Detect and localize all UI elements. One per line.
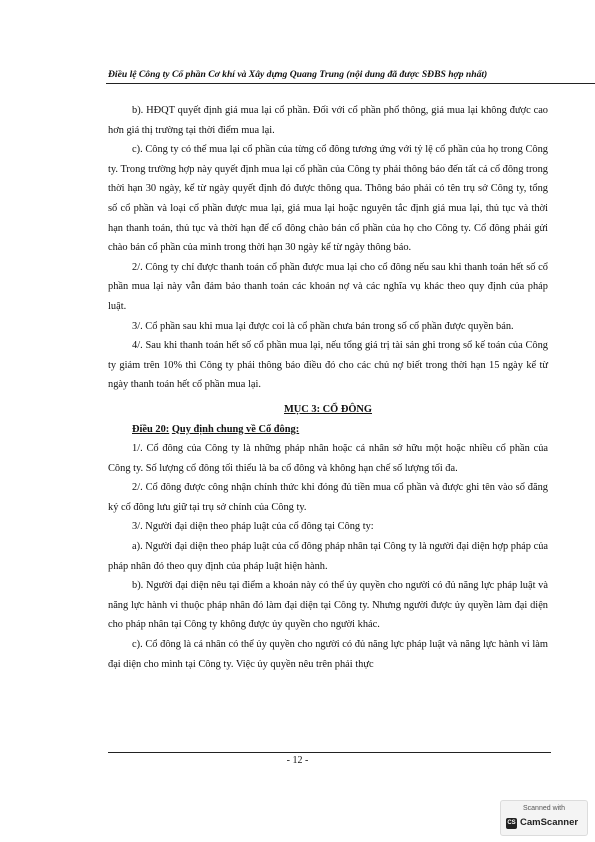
paragraph: c). Công ty có thể mua lại cổ phần của từng cổ đông tương ứng với tỷ lệ cổ phần của họ trong Công ty. Trong trường hợp này quyết định mua lại cổ phần của Công ty phải thông báo đến tất cả cổ đông trong thời hạn 30 ngày, kể từ ngày quyết định đó được thông qua. Thông báo phải có tên trụ sở Công ty, tổng số cổ phần và loại cổ phần được mua lại, giá mua lại hoặc nguyên tắc định giá mua lại, thủ tục và thời hạn thanh toán, thủ tục và thời hạn để cổ đông chào bán cổ phần của họ cho Công ty. Cổ đông phải gửi chào bán cổ phần của mình trong thời hạn 30 ngày kể từ ngày thông báo. bbox=[108, 144, 548, 254]
section-heading-text: MỤC 3: CỔ ĐÔNG bbox=[283, 403, 373, 415]
paragraph: 2/. Công ty chỉ được thanh toán cổ phần được mua lại cho cổ đông nếu sau khi thanh toán hết số cổ phần mua lại này vẫn đảm bảo thanh toán các khoản nợ và các nghĩa vụ khác theo quy định của pháp luật. bbox=[108, 261, 548, 312]
watermark-brand: CamScanner bbox=[520, 817, 579, 828]
paragraph: 2/. Cổ đông được công nhận chính thức khi đóng đủ tiền mua cổ phần và được ghi tên vào sổ đăng ký cổ đông lưu giữ tại trụ sở chính của Công ty. bbox=[108, 482, 548, 513]
camscanner-watermark bbox=[500, 800, 588, 836]
watermark-caption: Scanned with bbox=[522, 805, 566, 812]
section-heading bbox=[108, 400, 548, 420]
paragraph: 3/. Người đại diện theo pháp luật của cổ đông tại Công ty: bbox=[132, 521, 374, 533]
paragraph: c). Cổ đông là cá nhân có thể ủy quyền cho người có đủ năng lực pháp luật và năng lực hành vi làm đại diện cho mình tại Công ty. Việc ủy quyền nêu trên phải thực bbox=[108, 639, 548, 670]
paragraph: b). HĐQT quyết định giá mua lại cổ phần. Đối với cổ phần phổ thông, giá mua lại không được cao hơn giá thị trường tại thời điểm mua lại. bbox=[108, 105, 548, 136]
paragraph: b). Người đại diện nêu tại điểm a khoản này có thể ủy quyền cho người có đủ năng lực pháp luật và năng lực hành vi thuộc pháp nhân đó làm đại diện tại Công ty. Nhưng người được ủy quyền làm đại diện cho pháp nhân tại Công ty không được ủy quyền cho người khác. bbox=[108, 580, 548, 631]
header-divider bbox=[106, 83, 595, 84]
footer-divider bbox=[108, 752, 551, 753]
article-number: Điều 20: bbox=[132, 423, 170, 435]
paragraph: 1/. Cổ đông của Công ty là những pháp nhân hoặc cá nhân sở hữu một hoặc nhiều cổ phần của Công ty. Số lượng cổ đông tối thiểu là ba cổ đông và không hạn chế số lượng tối đa. bbox=[108, 443, 548, 474]
paragraph: a). Người đại diện theo pháp luật của cổ đông pháp nhân tại Công ty là người đại diện hợp pháp của pháp nhân đó theo quy định của pháp luật hiện hành. bbox=[108, 541, 548, 572]
paragraph: 4/. Sau khi thanh toán hết số cổ phần mua lại, nếu tổng giá trị tài sản ghi trong sổ kế toán của Công ty giảm trên 10% thì Công ty phải thông báo điều đó cho các chủ nợ biết trong thời hạn 15 ngày kể từ ngày thanh toán hết cổ phần mua lại. bbox=[108, 340, 548, 391]
paragraph: 3/. Cổ phần sau khi mua lại được coi là cổ phần chưa bán trong số cổ phần được quyền bán. bbox=[132, 320, 514, 332]
running-header: Điều lệ Công ty Cổ phần Cơ khí và Xây dựng Quang Trung (nội dung đã được SĐBS hợp nhất) bbox=[108, 69, 488, 80]
document-body bbox=[108, 101, 548, 674]
camscanner-logo-icon: CS bbox=[506, 818, 517, 829]
article-title: Quy định chung về Cổ đông: bbox=[171, 423, 300, 435]
page-number: - 12 - bbox=[286, 755, 309, 766]
article-heading bbox=[108, 420, 548, 440]
